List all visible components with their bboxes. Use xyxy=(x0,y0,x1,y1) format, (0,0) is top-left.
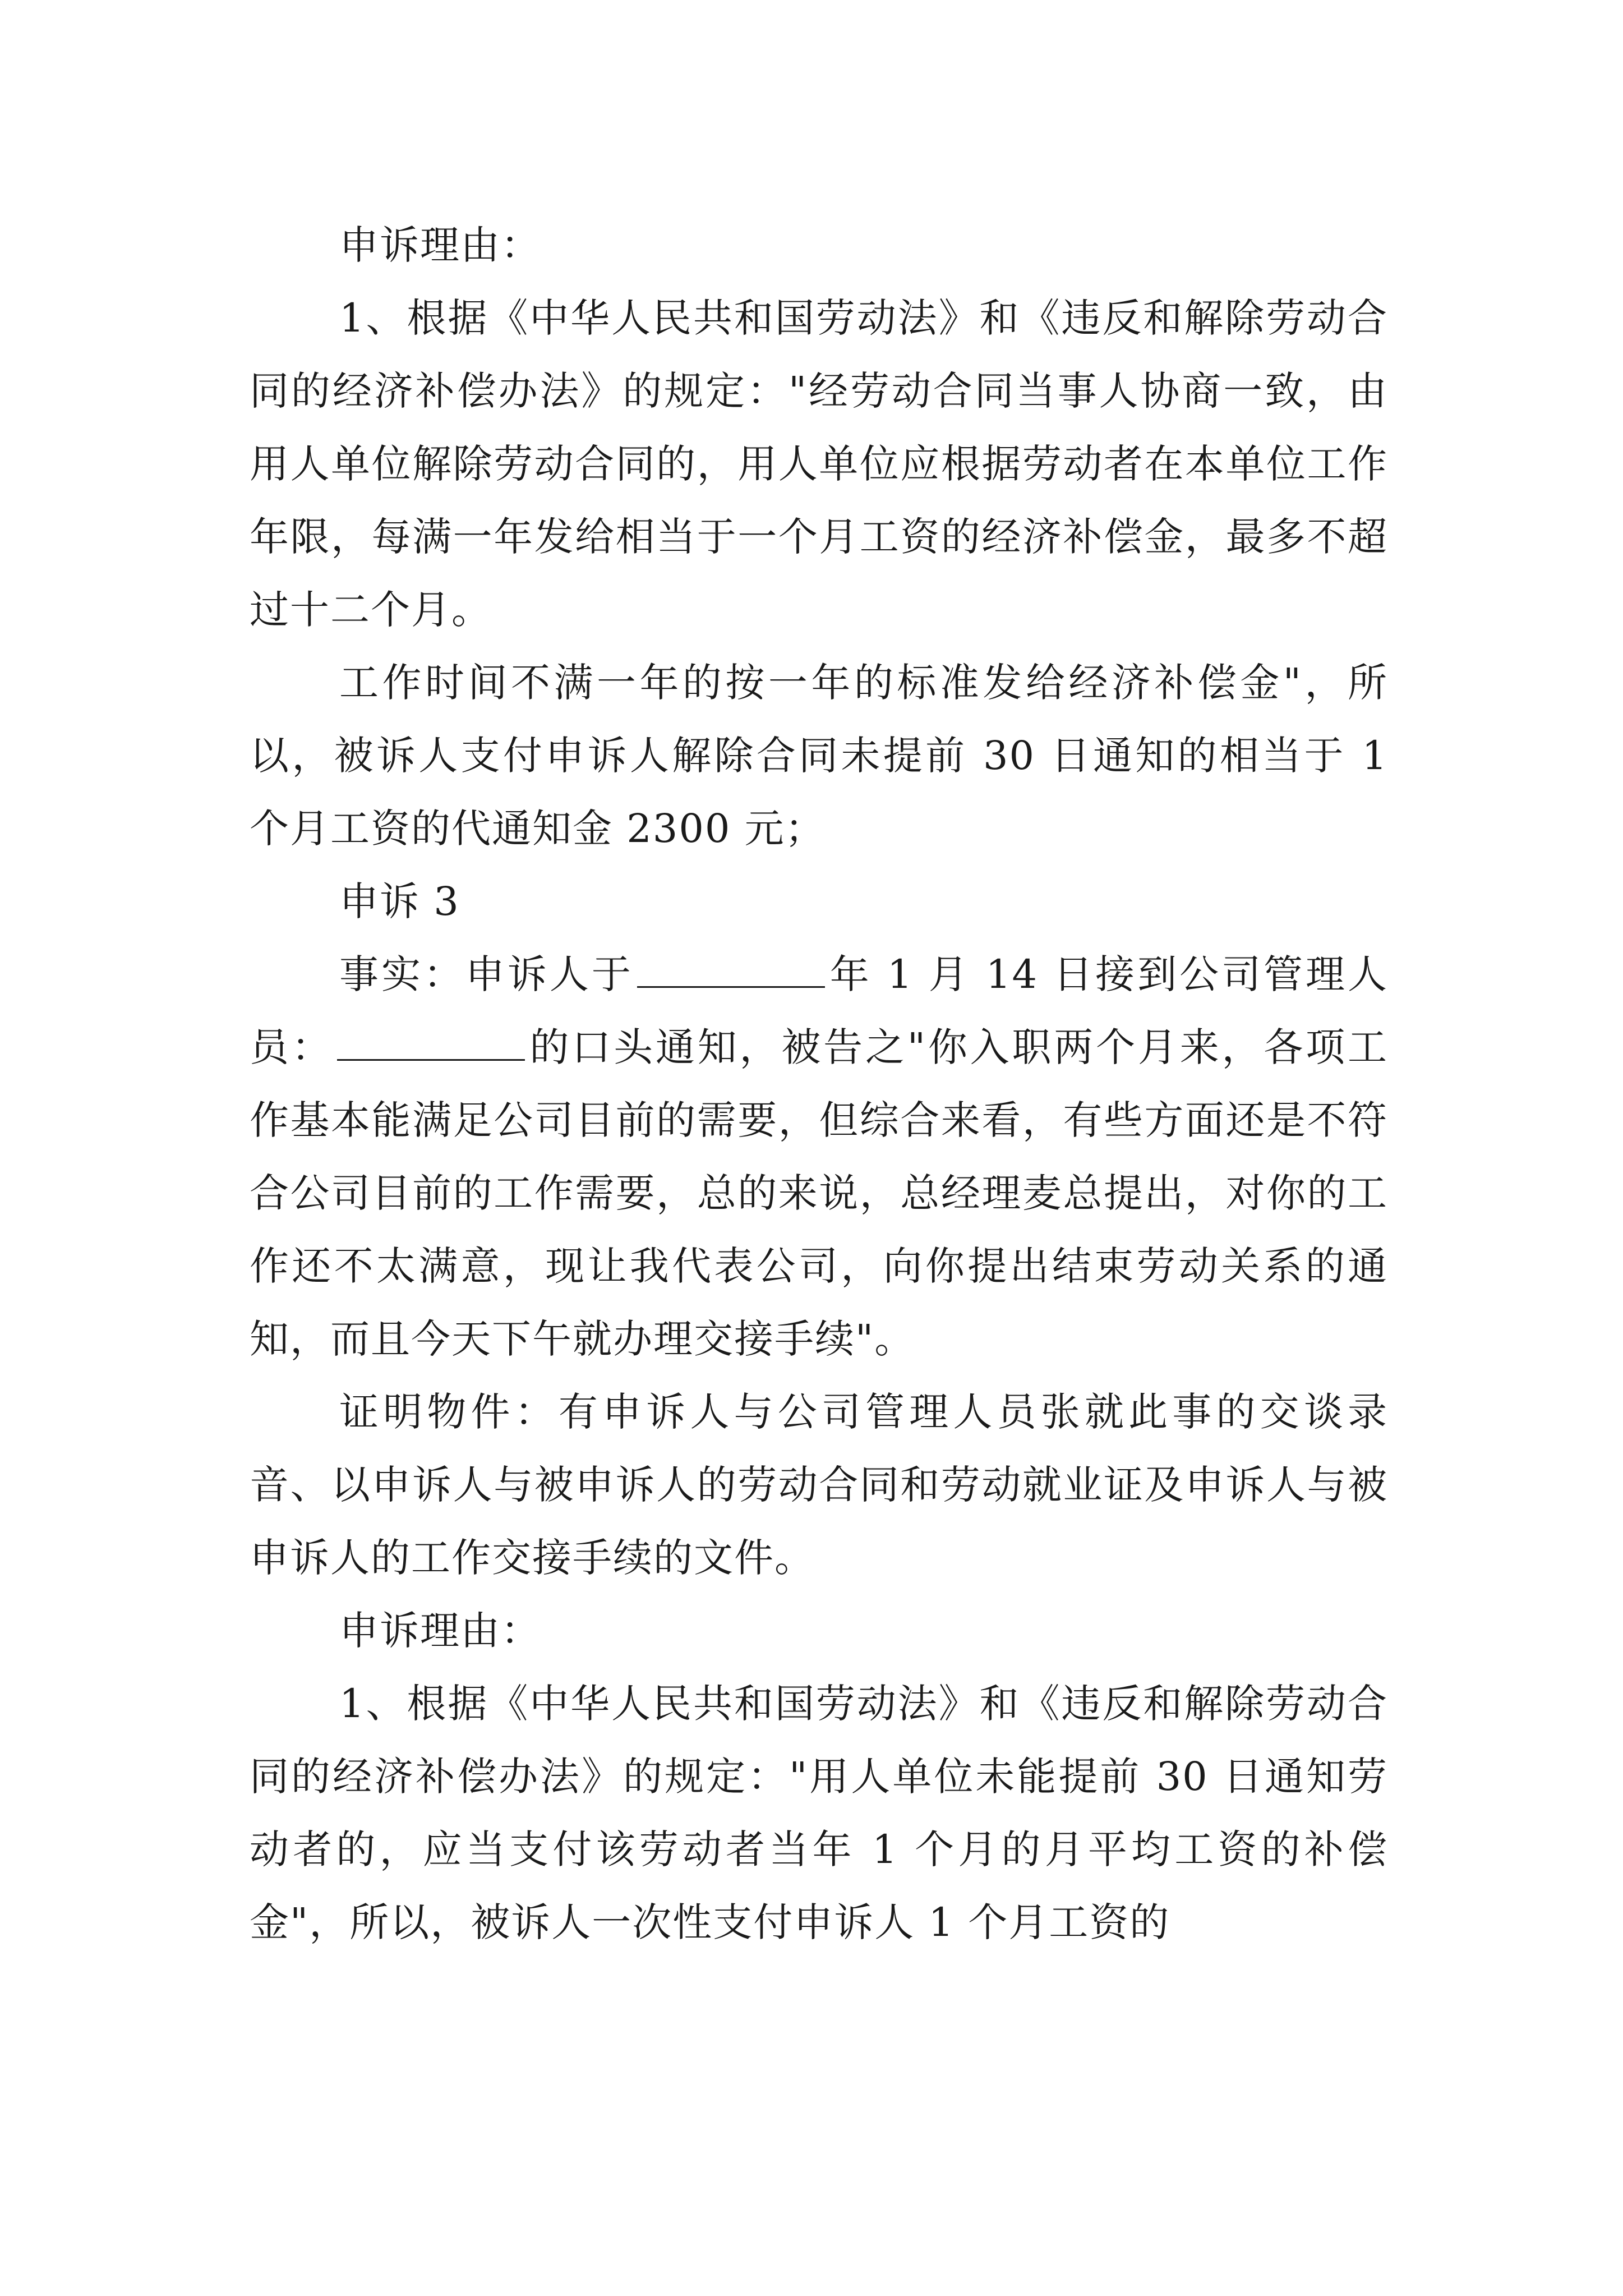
paragraph-evidence: 证明物件：有申诉人与公司管理人员张就此事的交谈录音、以申诉人与被申诉人的劳动合同和劳动就业证及申诉人与被申诉人的工作交接手续的文件。 xyxy=(250,1389,1388,1581)
blank-year-field xyxy=(637,954,825,988)
paragraph-appeal-reason-heading-2: 申诉理由： xyxy=(339,1608,541,1654)
blank-manager-name-field xyxy=(337,1027,525,1061)
facts-text-part-2: 年 1 月 14 日接到公司管理人员： xyxy=(250,951,1388,1070)
paragraph-facts xyxy=(250,938,1388,1375)
facts-text-part-1: 事实：申诉人于 xyxy=(339,951,634,997)
paragraph-reason-2: 1、根据《中华人民共和国劳动法》和《违反和解除劳动合同的经济补偿办法》的规定："用人单位未能提前 30 日通知劳动者的，应当支付该劳动者当年 1 个月的月平均工资的补偿金"，所以，被诉人一次性支付申诉人 1 个月工资的 xyxy=(250,1681,1388,1945)
paragraph-reason-1-continued: 工作时间不满一年的按一年的标准发给经济补偿金"，所以，被诉人支付申诉人解除合同未提前 30 日通知的相当于 1 个月工资的代通知金 2300 元； xyxy=(250,660,1388,852)
paragraph-appeal-reason-heading: 申诉理由： xyxy=(339,222,541,268)
facts-text-part-3: 的口头通知，被告之"你入职两个月来，各项工作基本能满足公司目前的需要，但综合来看，有些方面还是不符合公司目前的工作需要，总的来说，总经理麦总提出，对你的工作还不太满意，现让我代表公司，向你提出结束劳动关系的通知，而且今天下午就办理交接手续"。 xyxy=(250,1024,1388,1362)
paragraph-appeal-3-heading: 申诉 3 xyxy=(339,878,460,924)
document-body xyxy=(250,209,1388,1959)
paragraph-reason-1: 1、根据《中华人民共和国劳动法》和《违反和解除劳动合同的经济补偿办法》的规定："经劳动合同当事人协商一致，由用人单位解除劳动合同的，用人单位应根据劳动者在本单位工作年限，每满一年发给相当于一个月工资的经济补偿金，最多不超过十二个月。 xyxy=(250,295,1388,633)
